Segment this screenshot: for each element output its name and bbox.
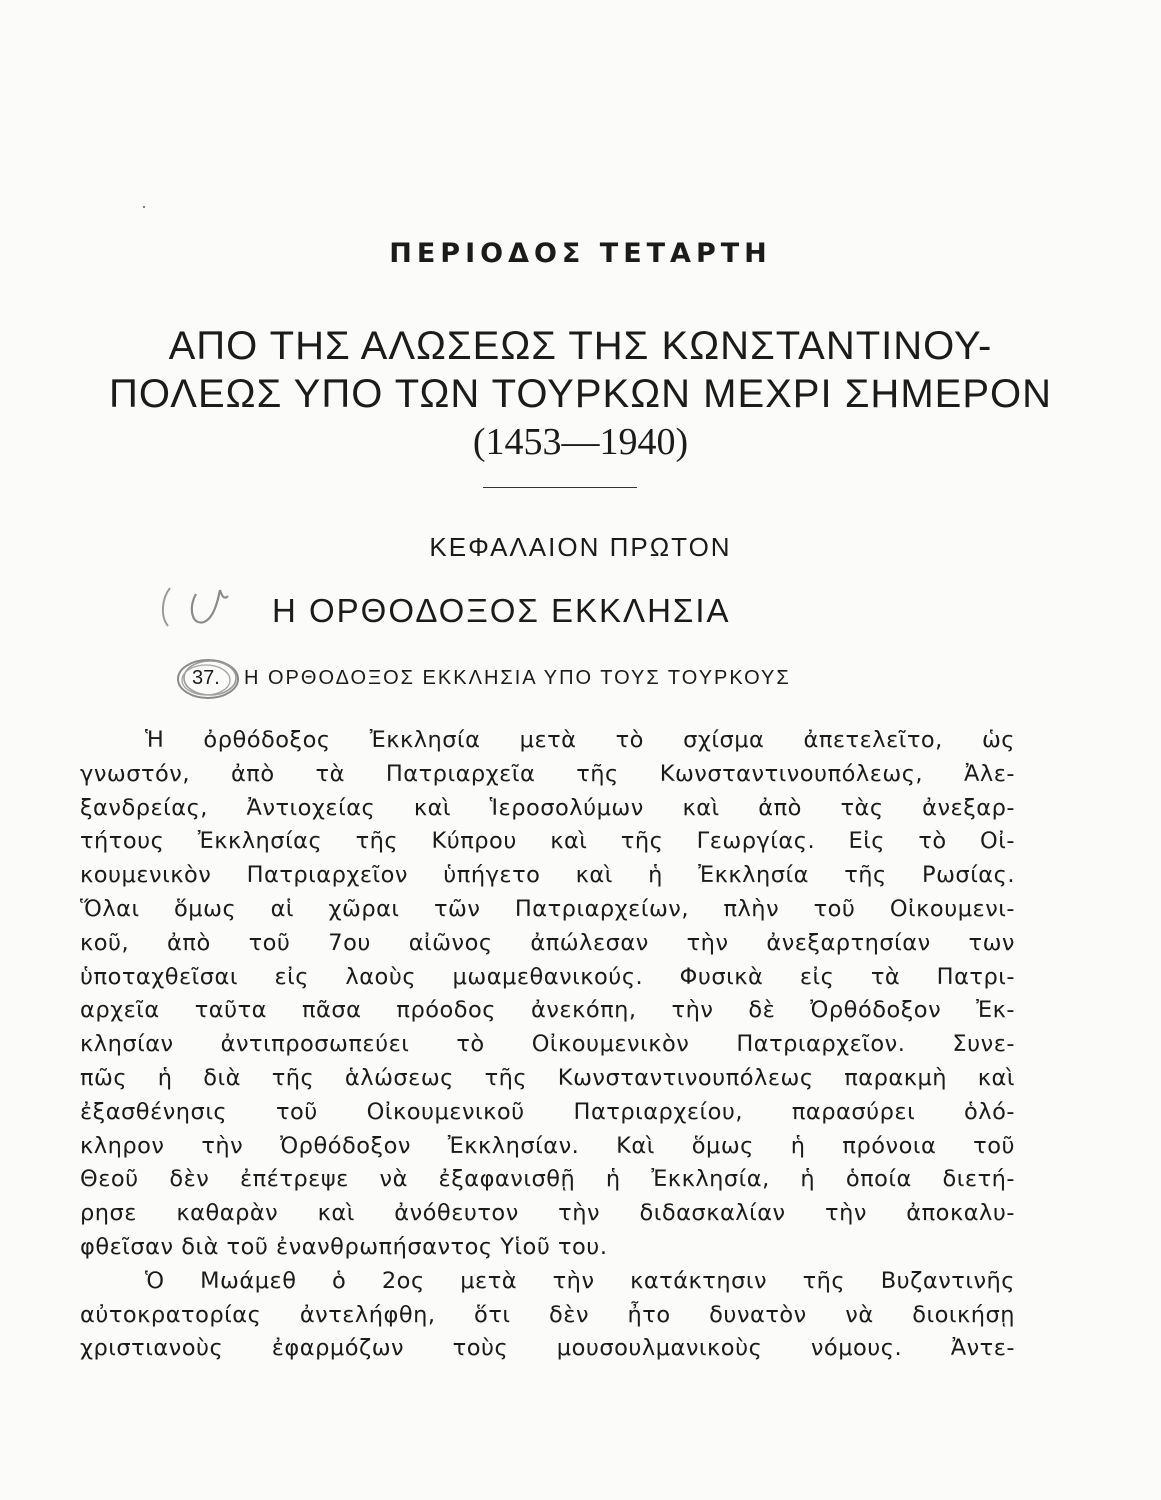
text-line: Ὁ Μωάμεθ ὁ 2ος μετὰ τὴν κατάκτησιν τῆς Βυζαντινῆς [145,1267,1015,1294]
period-title [40,322,1121,466]
body-text [80,724,1015,1366]
text-line: κλησίαν ἀντιπροσωπεύει τὸ Οἰκουμενικὸν Πατριαρχεῖον. Συνε- [80,1031,1015,1058]
pencil-margin-mark-icon [148,578,238,638]
main-heading: Η ΟΡΘΟΔΟΞΟΣ ΕΚΚΛΗΣΙΑ [272,592,731,629]
chapter-heading: ΚΕΦΑΛΑΙΟΝ ΠΡΩΤΟΝ [429,532,732,562]
text-line: πῶς ἡ διὰ τῆς ἁλώσεως τῆς Κωνσταντινουπόλεως παρακμὴ καὶ [80,1064,1015,1091]
text-line: φθεῖσαν διὰ τοῦ ἐνανθρωπήσαντος Υἱοῦ του. [80,1233,608,1260]
period-title-line-2: ΠΟΛΕΩΣ ΥΠΟ ΤΩΝ ΤΟΥΡΚΩΝ ΜΕΧΡΙ ΣΗΜΕΡΟΝ [108,372,1052,416]
paper-speck [143,206,145,208]
period-title-line-1: ΑΠΟ ΤΗΣ ΑΛΩΣΕΩΣ ΤΗΣ ΚΩΝΣΤΑΝΤΙΝΟΥ- [168,324,993,368]
text-line: κοῦ, ἀπὸ τοῦ 7ου αἰῶνος ἀπώλεσαν τὴν ἀνεξαρτησίαν των [80,929,1015,956]
text-line: κουμενικὸν Πατριαρχεῖον ὑπήγετο καὶ ἡ Ἐκκλησία τῆς Ρωσίας. [80,862,1015,889]
text-line: τήτους Ἐκκλησίας τῆς Κύπρου καὶ τῆς Γεωργίας. Εἰς τὸ Οἰ- [80,828,1015,855]
text-line: ρησε καθαρὰν καὶ ἀνόθευτον τὴν διδασκαλίαν τὴν ἀποκαλυ- [80,1200,1015,1227]
text-line: Ὅλαι ὅμως αἱ χῶραι τῶν Πατριαρχείων, πλὴν τοῦ Οἰκουμενι- [80,895,1015,922]
text-line: Ἡ ὀρθόδοξος Ἐκκλησία μετὰ τὸ σχίσμα ἀπετελεῖτο, ὡς [145,727,1015,753]
text-line: αὐτοκρατορίας ἀντελήφθη, ὅτι δὲν ἦτο δυνατὸν νὰ διοικήσῃ [80,1301,1015,1328]
text-line: ὑποταχθεῖσαι εἰς λαοὺς μωαμεθανικούς. Φυσικὰ εἰς τὰ Πατρι- [80,963,1015,990]
period-heading: ΠΕΡΙΟΔΟΣ ΤΕΤΑΡΤΗ [389,238,772,269]
text-line: χριστιανοὺς ἐφαρμόζων τοὺς μουσουλμανικοὺς νόμους. Ἀντε- [80,1335,1015,1362]
text-line: ἐξασθένησις τοῦ Οἰκουμενικοῦ Πατριαρχείου, παρασύρει ὁλό- [80,1098,1015,1125]
text-line: κληρον τὴν Ὀρθόδοξον Ἐκκλησίαν. Καὶ ὅμως ἡ πρόνοια τοῦ [80,1132,1015,1159]
text-line: αρχεῖα ταῦτα πᾶσα πρόοδος ἀνεκόπη, τὴν δὲ Ὀρθόδοξον Ἐκ- [80,997,1015,1024]
period-dates: (1453—1940) [472,421,689,463]
section-number: 37. [192,667,220,689]
section-title: Η ΟΡΘΟΔΟΞΟΣ ΕΚΚΛΗΣΙΑ ΥΠΟ ΤΟΥΣ ΤΟΥΡΚΟΥΣ [244,667,791,689]
title-divider [483,487,637,488]
text-line: Θεοῦ δὲν ἐπέτρεψε νὰ ἐξαφανισθῇ ἡ Ἐκκλησία, ἡ ὁποία διετή- [80,1166,1015,1193]
text-line: γνωστόν, ἀπὸ τὰ Πατριαρχεῖα τῆς Κωνσταντινουπόλεως, Ἀλε- [80,760,1015,787]
text-line: ξανδρείας, Ἀντιοχείας καὶ Ἱεροσολύμων καὶ ἀπὸ τὰς ἀνεξαρ- [80,794,1015,821]
